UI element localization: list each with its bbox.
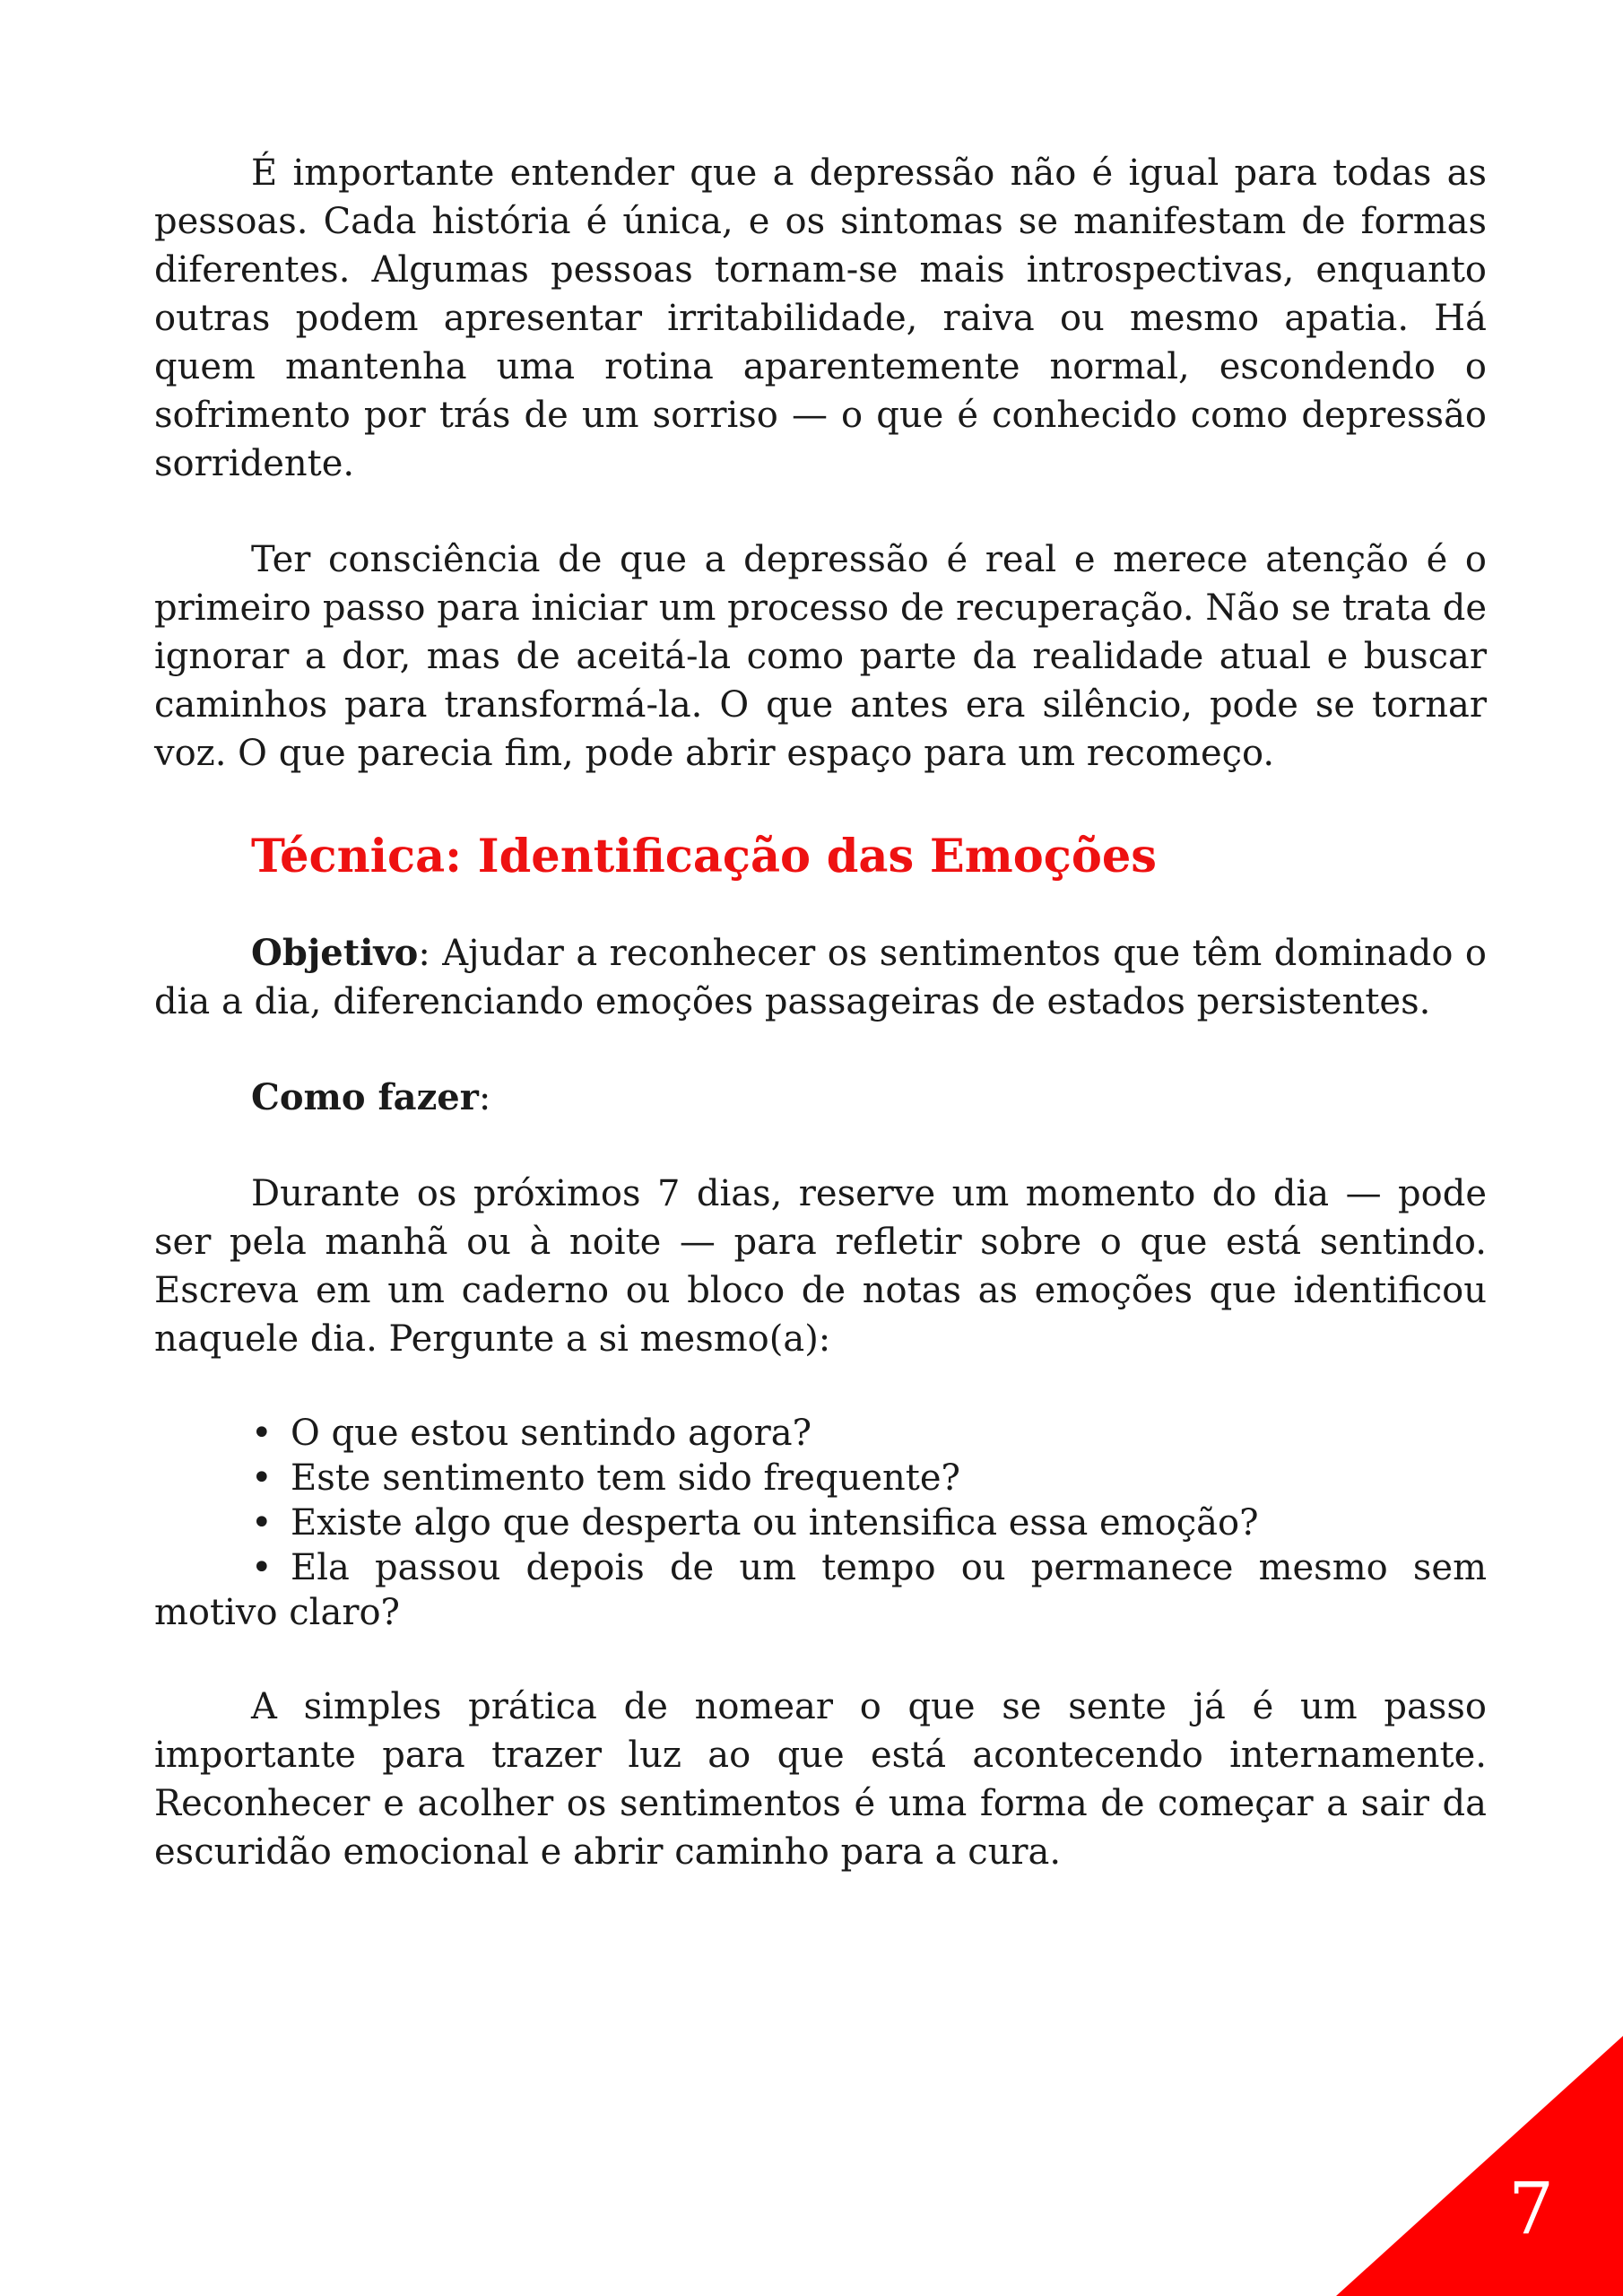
instructions-paragraph: Durante os próximos 7 dias, reserve um momento do dia — pode ser pela manhã ou à noite — para refletir sobre o que está sentindo. Escreva em um caderno ou bloco de notas as emoções que identificou naquele dia. Pergunte a si mesmo(a):: [154, 1173, 1487, 1360]
list-item: [154, 1456, 1487, 1500]
bullet-icon: •: [251, 1413, 273, 1454]
page-number: 7: [1508, 2167, 1554, 2250]
list-item: [154, 1500, 1487, 1545]
corner-triangle-shape: [1336, 2036, 1623, 2296]
objective-paragraph: [154, 929, 1487, 1026]
technique-heading: Técnica: Identificação das Emoções: [251, 830, 1158, 883]
question-text: O que estou sentindo agora?: [291, 1413, 812, 1454]
question-text: Este sentimento tem sido frequente?: [291, 1457, 960, 1499]
objective-text: : Ajudar a reconhecer os sentimentos que têm dominado o dia a dia, diferenciando emoções passageiras de estados persistentes.: [154, 933, 1487, 1022]
question-text: Ela passou depois de um tempo ou permanece mesmo sem motivo claro?: [154, 1547, 1487, 1633]
closing-paragraph: A simples prática de nomear o que se sente já é um passo importante para trazer luz ao que está acontecendo internamente. Reconhecer e acolher os sentimentos é uma forma de começar a sair da escuridão emocional e abrir caminho para a cura.: [154, 1686, 1487, 1873]
bullet-icon: •: [251, 1457, 273, 1499]
objective-label: Objetivo: [251, 932, 419, 974]
bullet-icon: •: [251, 1502, 273, 1544]
question-list: [154, 1411, 1487, 1635]
howto-label: Como fazer: [251, 1076, 479, 1118]
list-item: [154, 1545, 1487, 1635]
bullet-icon: •: [251, 1547, 273, 1588]
page-corner-triangle: [1336, 2036, 1623, 2296]
howto-paragraph: [154, 1074, 1487, 1122]
paragraph-awareness: Ter consciência de que a depressão é real e merece atenção é o primeiro passo para iniciar um processo de recuperação. Não se trata de ignorar a dor, mas de aceitá-la como parte da realidade atual e buscar caminhos para transformá-la. O que antes era silêncio, pode se tornar voz. O que parecia fim, pode abrir espaço para um recomeço.: [154, 539, 1487, 774]
paragraph-depression-varies: É importante entender que a depressão não é igual para todas as pessoas. Cada história é única, e os sintomas se manifestam de formas diferentes. Algumas pessoas tornam-se mais introspectivas, enquanto outras podem apresentar irritabilidade, raiva ou mesmo apatia. Há quem mantenha uma rotina aparentemente normal, escondendo o sofrimento por trás de um sorriso — o que é conhecido como depressão sorridente.: [154, 152, 1487, 484]
page-content: [154, 149, 1487, 1924]
howto-suffix: :: [478, 1077, 491, 1118]
question-text: Existe algo que desperta ou intensifica essa emoção?: [291, 1502, 1259, 1544]
list-item: [154, 1411, 1487, 1456]
